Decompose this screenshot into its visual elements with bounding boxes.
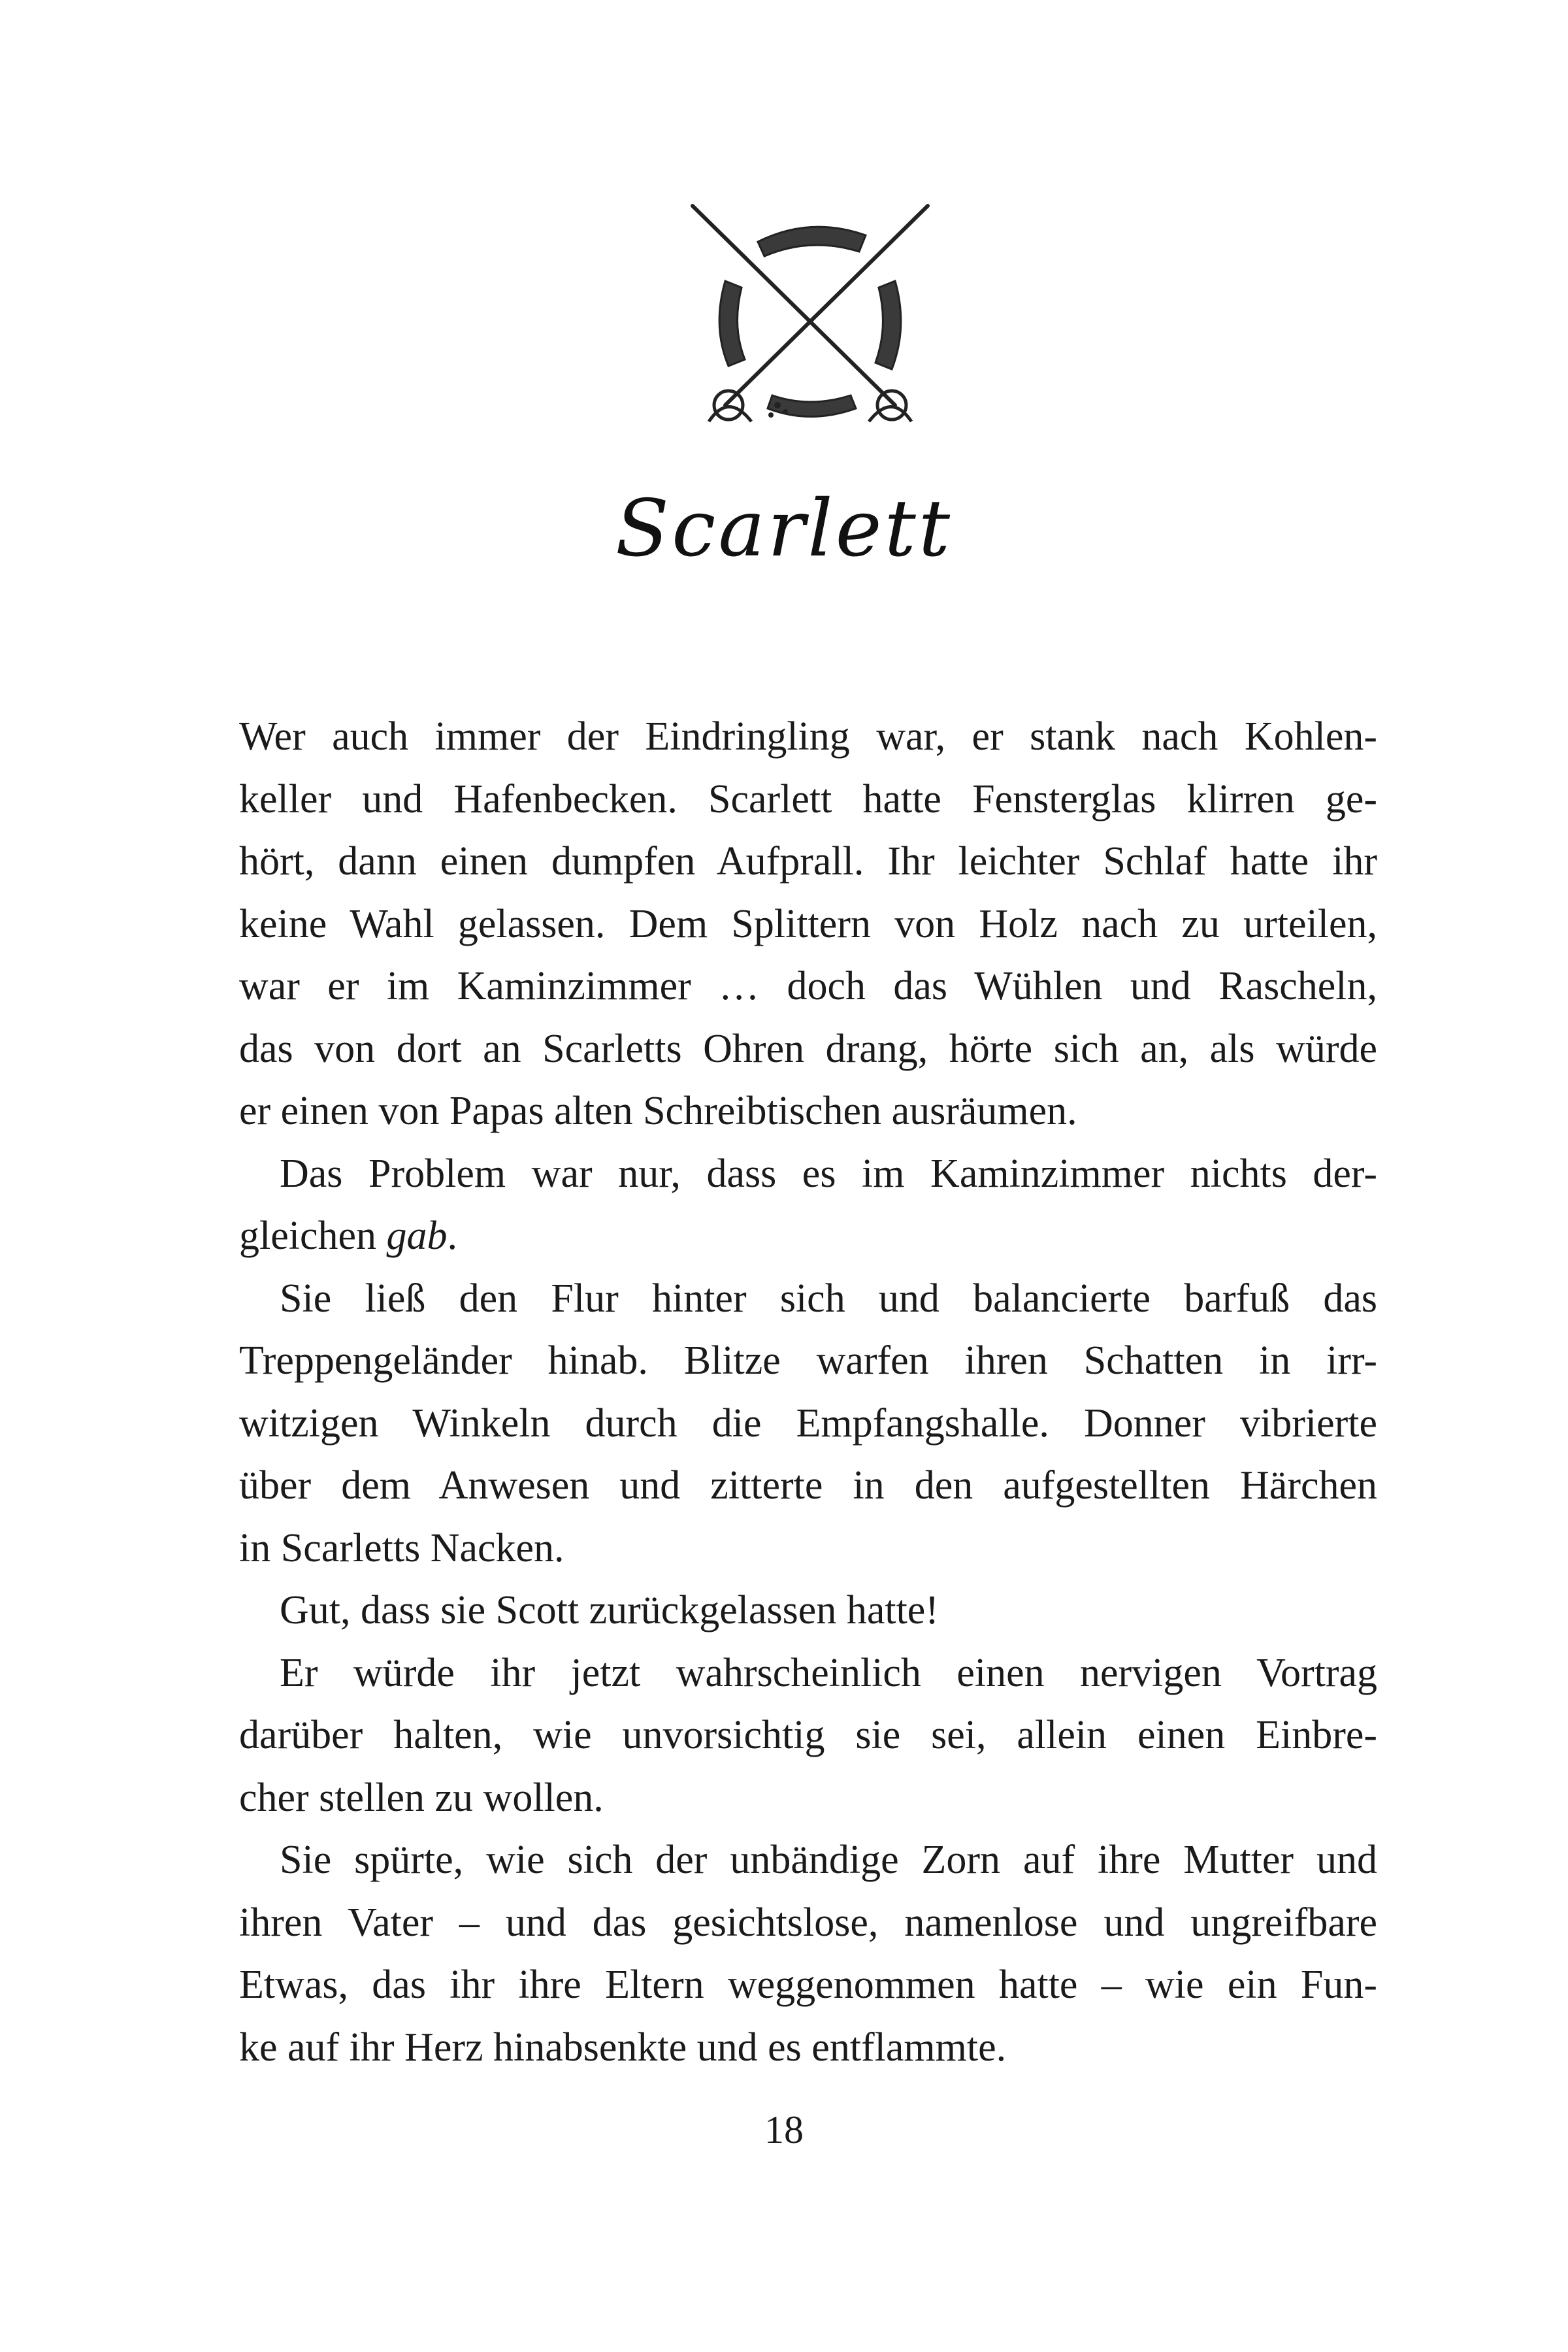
text-line: keine Wahl gelassen. Dem Splittern von Holz nach zu urteilen,: [239, 901, 1377, 946]
text-line: witzigen Winkeln durch die Empfangshalle. Donner vibrierte: [239, 1400, 1377, 1446]
chapter-body-text: [239, 706, 1377, 2079]
text-line: darüber halten, wie unvorsichtig sie sei, allein einen Einbre-: [239, 1713, 1377, 1757]
text-line: Gut, dass sie Scott zurückgelassen hatte!: [280, 1588, 939, 1632]
text-line: Er würde ihr jetzt wahrscheinlich einen nervigen Vortrag: [280, 1650, 1377, 1695]
text-line: über dem Anwesen und zitterte in den aufgestellten Härchen: [239, 1463, 1377, 1508]
text-line: in Scarletts Nacken.: [239, 1525, 564, 1570]
text-line: war er im Kaminzimmer … doch das Wühlen und Rascheln,: [239, 964, 1377, 1008]
text-line: ihren Vater – und das gesichtslose, namenlose und ungreifbare: [239, 1900, 1377, 1945]
text-line: das von dort an Scarletts Ohren drang, hörte sich an, als würde: [239, 1026, 1377, 1071]
text-fragment: gleichen: [239, 1214, 387, 1258]
text-line: Etwas, das ihr ihre Eltern weggenommen hatte – wie ein Fun-: [239, 1963, 1377, 2007]
text-line: cher stellen zu wollen.: [239, 1775, 604, 1820]
text-line: [239, 1205, 1377, 1268]
text-line: keller und Hafenbecken. Scarlett hatte Fensterglas klirren ge-: [239, 776, 1377, 821]
italic-emphasis: gab: [386, 1214, 448, 1258]
text-fragment: .: [447, 1214, 458, 1258]
text-line: Das Problem war nur, dass es im Kaminzimmer nichts der-: [280, 1151, 1377, 1196]
text-line: er einen von Papas alten Schreibtischen ausräumen.: [239, 1089, 1077, 1133]
page-number: 18: [764, 2108, 804, 2151]
text-line: ke auf ihr Herz hinabsenkte und es entflammte.: [239, 2025, 1007, 2070]
text-line: Sie spürte, wie sich der unbändige Zorn auf ihre Mutter und: [280, 1838, 1377, 1882]
crossed-swords-emblem-icon: [679, 196, 941, 457]
text-line: hört, dann einen dumpfen Aufprall. Ihr leichter Schlaf hatte ihr: [239, 839, 1377, 884]
text-line: Wer auch immer der Eindringling war, er stank nach Kohlen-: [239, 714, 1377, 759]
text-line: Treppengeländer hinab. Blitze warfen ihren Schatten in irr-: [239, 1338, 1377, 1383]
text-line: Sie ließ den Flur hinter sich und balancierte barfuß das: [280, 1276, 1377, 1321]
chapter-title: Scarlett: [615, 484, 953, 574]
